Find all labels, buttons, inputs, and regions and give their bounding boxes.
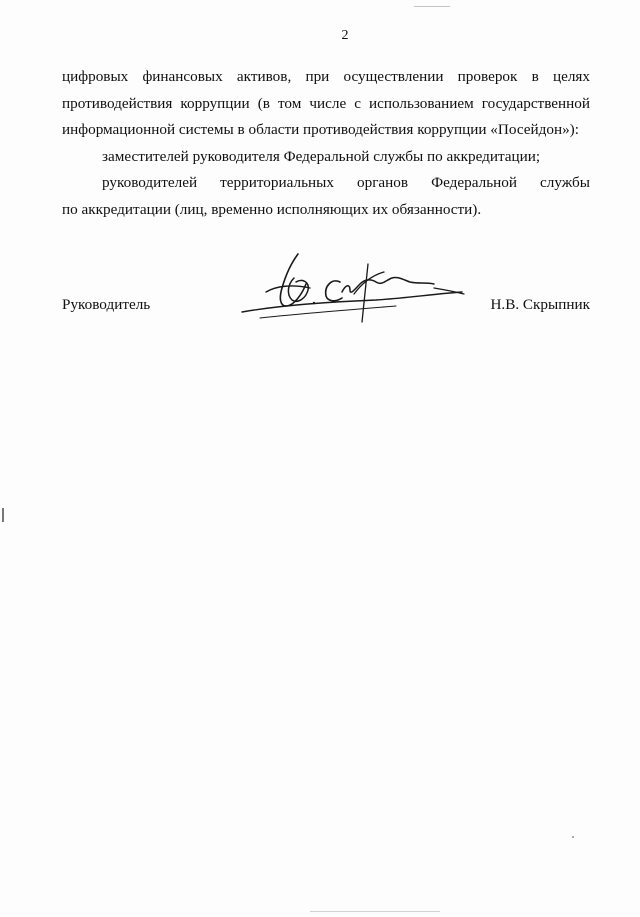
paragraph-territorial-heads (62, 170, 590, 223)
text-line: цифровых финансовых активов, при осуществлении проверок в целях (62, 68, 590, 85)
paragraph-deputies (62, 144, 590, 171)
signature-block (62, 296, 590, 326)
paragraph-continuation (62, 64, 590, 144)
signatory-title: Руководитель (62, 296, 151, 313)
text-line: информационной системы в области противодействия коррупции «Посейдон»): (62, 121, 579, 138)
text-line: по аккредитации (лиц, временно исполняющих их обязанности). (62, 200, 482, 218)
text-line: руководителей территориальных органов Федеральной службы (102, 174, 590, 191)
document-body (62, 64, 590, 223)
scan-artifact-top (414, 6, 450, 7)
text-line: противодействия коррупции (в том числе с использованием государственной (62, 94, 590, 112)
signatory-name: Н.В. Скрыпник (490, 296, 590, 313)
scan-artifact-left (2, 508, 4, 522)
text-line: заместителей руководителя Федеральной службы по аккредитации; (102, 147, 541, 165)
page-number: 2 (341, 28, 349, 43)
scan-artifact-bottom (310, 911, 440, 912)
scan-artifact-dot (572, 836, 574, 838)
